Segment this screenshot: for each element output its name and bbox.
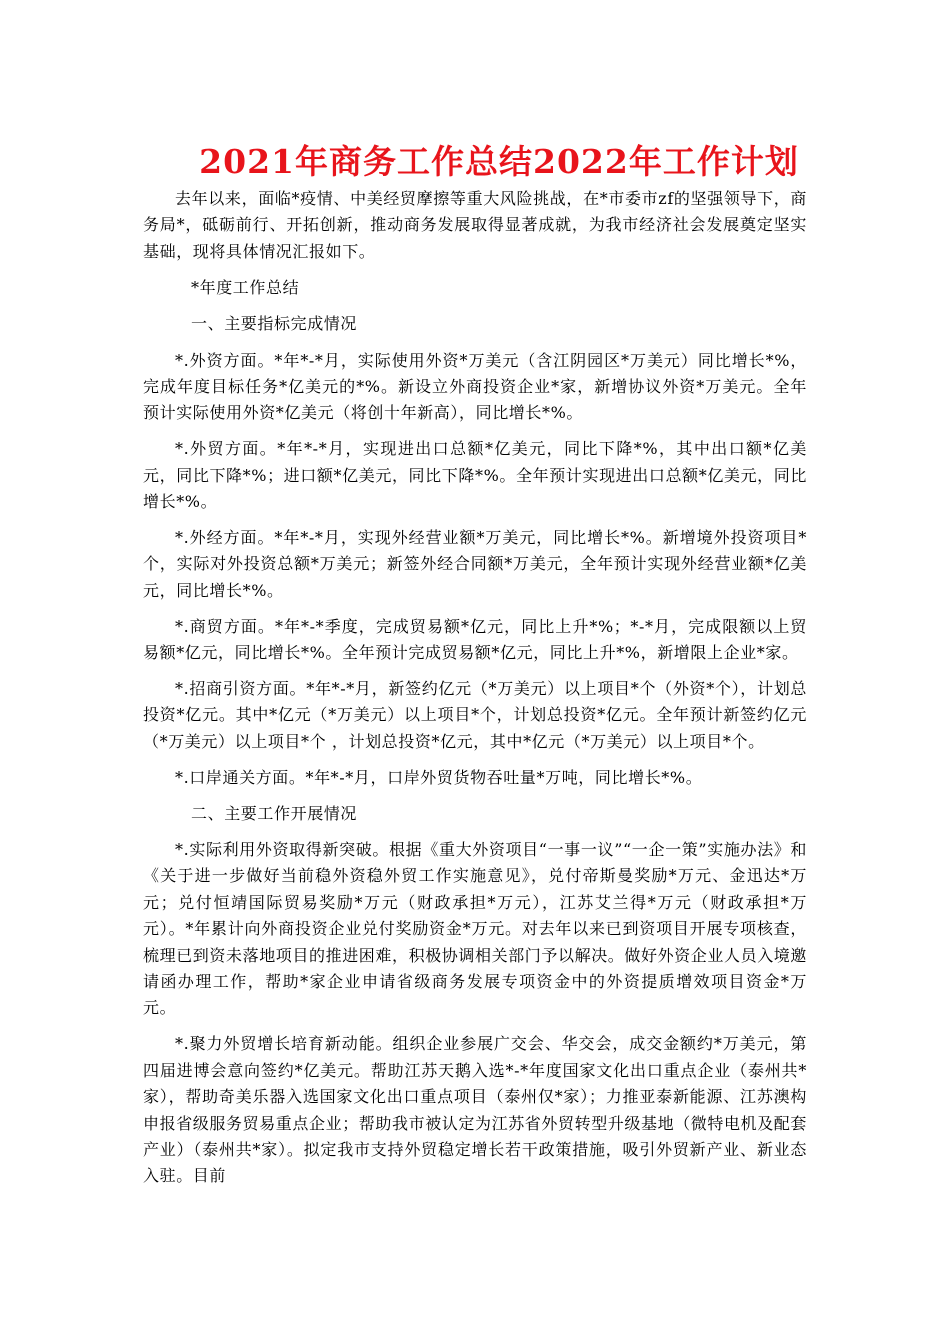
paragraph-investment-attraction: *.招商引资方面。*年*-*月，新签约亿元（*万美元）以上项目*个（外资*个），计划总投资*亿元。其中*亿元（*万美元）以上项目*个，计划总投资*亿元。全年预计新签约亿元（*万美元）以上项目*个 ，计划总投资*亿元，其中*亿元（*万美元）以上项目*个。	[143, 679, 807, 751]
paragraph-fdi-breakthrough: *.实际利用外资取得新突破。根据《重大外资项目“一事一议”“一企一策”实施办法》和《关于进一步做好当前稳外资稳外贸工作实施意见》，兑付帝斯曼奖励*万元、金迅达*万元；兑付恒靖国际贸易奖励*万元（财政承担*万元），江苏艾兰得*万元（财政承担*万元）。*年累计向外商投资企业兑付奖励资金*万元。对去年以来已到资项目开展专项核查，梳理已到资未落地项目的推进困难，积极协调相关部门予以解决。做好外资企业人员入境邀请函办理工作，帮助*家企业申请省级商务发展专项资金中的外资提质增效项目资金*万元。	[143, 840, 808, 1018]
paragraph-foreign-investment: *.外资方面。*年*-*月，实际使用外资*万美元（含江阴园区*万美元）同比增长*%，完成年度目标任务*亿美元的*%。新设立外商投资企业*家，新增协议外资*万美元。全年预计实际使用外资*亿美元（将创十年新高），同比增长*%。	[143, 350, 807, 423]
paragraph-port-customs: *.口岸通关方面。*年*-*月，口岸外贸货物吞吐量*万吨，同比增长*%。	[175, 767, 703, 787]
section-annual-summary: *年度工作总结	[191, 277, 300, 297]
paragraph-foreign-trade: *.外贸方面。*年*-*月，实现进出口总额*亿美元，同比下降*%，其中出口额*亿美元，同比下降*%；进口额*亿美元，同比下降*%。全年预计实现进出口总额*亿美元，同比增长*%。	[143, 439, 807, 512]
paragraph-trade-growth: *.聚力外贸增长培育新动能。组织企业参展广交会、华交会，成交金额约*万美元，第四届进博会意向签约*亿美元。帮助江苏天鹅入选*-*年度国家文化出口重点企业（泰州共*家），帮助奇美乐器入选国家文化出口重点项目（泰州仅*家）；力推亚泰新能源、江苏澳构申报省级服务贸易重点企业；帮助我市被认定为江苏省外贸转型升级基地（微特电机及配套产业）（泰州共*家）。拟定我市支持外贸稳定增长若干政策措施，吸引外贸新产业、新业态入驻。目前	[143, 1034, 808, 1186]
intro-paragraph: 去年以来，面临*疫情、中美经贸摩擦等重大风险挑战，在*市委市zf的坚强领导下，商务局*，砥砺前行、开拓创新，推动商务发展取得显著成就，为我市经济社会发展奠定坚实基础，现将具体情况汇报如下。	[143, 189, 807, 261]
heading-main-indicators: 一、主要指标完成情况	[191, 314, 358, 334]
paragraph-commerce: *.商贸方面。*年*-*季度，完成贸易额*亿元，同比上升*%；*-*月，完成限额以上贸易额*亿元，同比增长*%。全年预计完成贸易额*亿元，同比上升*%，新增限上企业*家。	[143, 616, 807, 663]
paragraph-foreign-economic: *.外经方面。*年*-*月，实现外经营业额*万美元，同比增长*%。新增境外投资项目*个，实际对外投资总额*万美元；新签外经合同额*万美元，全年预计实现外经营业额*亿美元，同比增长*%。	[143, 527, 807, 600]
heading-main-work: 二、主要工作开展情况	[191, 803, 358, 823]
document-title: 2021年商务工作总结2022年工作计划	[199, 142, 799, 181]
document-body	[143, 186, 807, 1199]
